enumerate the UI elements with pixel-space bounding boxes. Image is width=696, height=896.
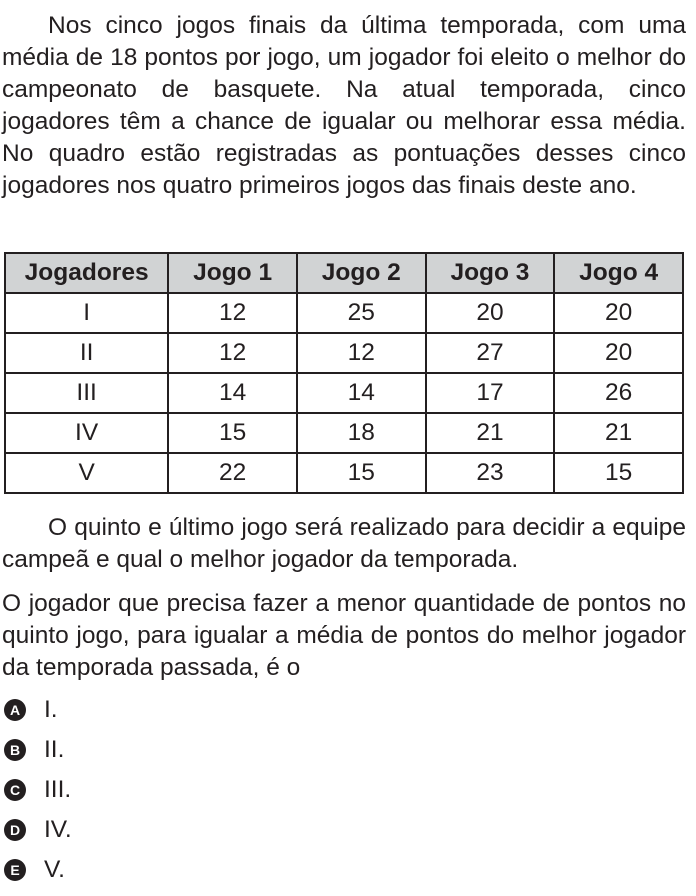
option-text: V. (44, 856, 65, 883)
option-b[interactable] (4, 730, 72, 770)
table-row (5, 413, 683, 453)
option-c[interactable] (4, 770, 72, 810)
table-cell: 20 (554, 293, 683, 333)
table-cell: 17 (426, 373, 555, 413)
answer-options (4, 690, 72, 890)
option-letter-badge: B (4, 739, 26, 761)
option-text: IV. (44, 816, 72, 843)
option-text: I. (44, 696, 58, 723)
option-letter-badge: D (4, 819, 26, 841)
question-stem: O jogador que precisa fazer a menor quantidade de pontos no quinto jogo, para igualar a média de pontos do melhor jogador da temporada passada, é o (2, 590, 686, 681)
table-cell: 23 (426, 453, 555, 493)
table-cell: III (5, 373, 168, 413)
table-cell: 27 (426, 333, 555, 373)
table-cell: V (5, 453, 168, 493)
table-cell: 14 (297, 373, 426, 413)
context-paragraph: O quinto e último jogo será realizado para decidir a equipe campeã e qual o melhor jogador da temporada. (2, 514, 686, 573)
table-cell: 15 (297, 453, 426, 493)
header-cell: Jogadores (5, 253, 168, 293)
scores-table (4, 252, 684, 494)
table-cell: 18 (297, 413, 426, 453)
table-row (5, 293, 683, 333)
table-cell: 21 (426, 413, 555, 453)
table-cell: 12 (168, 333, 297, 373)
option-d[interactable] (4, 810, 72, 850)
table-cell: II (5, 333, 168, 373)
table-cell: 22 (168, 453, 297, 493)
table-row (5, 453, 683, 493)
option-letter-badge: E (4, 859, 26, 881)
table-header-row (5, 253, 683, 293)
table-cell: 15 (554, 453, 683, 493)
header-cell: Jogo 3 (426, 253, 555, 293)
option-letter-badge: A (4, 699, 26, 721)
intro-paragraph: Nos cinco jogos finais da última temporada, com uma média de 18 pontos por jogo, um jogador foi eleito o melhor do campeonato de basquete. Na atual temporada, cinco jogadores têm a chance de igualar ou melhorar essa média. No quadro estão registradas as pontuações desses cinco jogadores nos quatro primeiros jogos das finais deste ano. (2, 12, 686, 199)
table-cell: 14 (168, 373, 297, 413)
option-text: III. (44, 776, 72, 803)
table-cell: 20 (554, 333, 683, 373)
table-cell: 20 (426, 293, 555, 333)
option-text: II. (44, 736, 65, 763)
table-cell: 25 (297, 293, 426, 333)
table-cell: I (5, 293, 168, 333)
table-cell: IV (5, 413, 168, 453)
table-cell: 26 (554, 373, 683, 413)
header-cell: Jogo 1 (168, 253, 297, 293)
option-a[interactable] (4, 690, 72, 730)
option-e[interactable] (4, 850, 72, 890)
table-cell: 12 (168, 293, 297, 333)
option-letter-badge: C (4, 779, 26, 801)
table-cell: 15 (168, 413, 297, 453)
table-row (5, 333, 683, 373)
table-row (5, 373, 683, 413)
table-cell: 12 (297, 333, 426, 373)
table-cell: 21 (554, 413, 683, 453)
header-cell: Jogo 4 (554, 253, 683, 293)
header-cell: Jogo 2 (297, 253, 426, 293)
